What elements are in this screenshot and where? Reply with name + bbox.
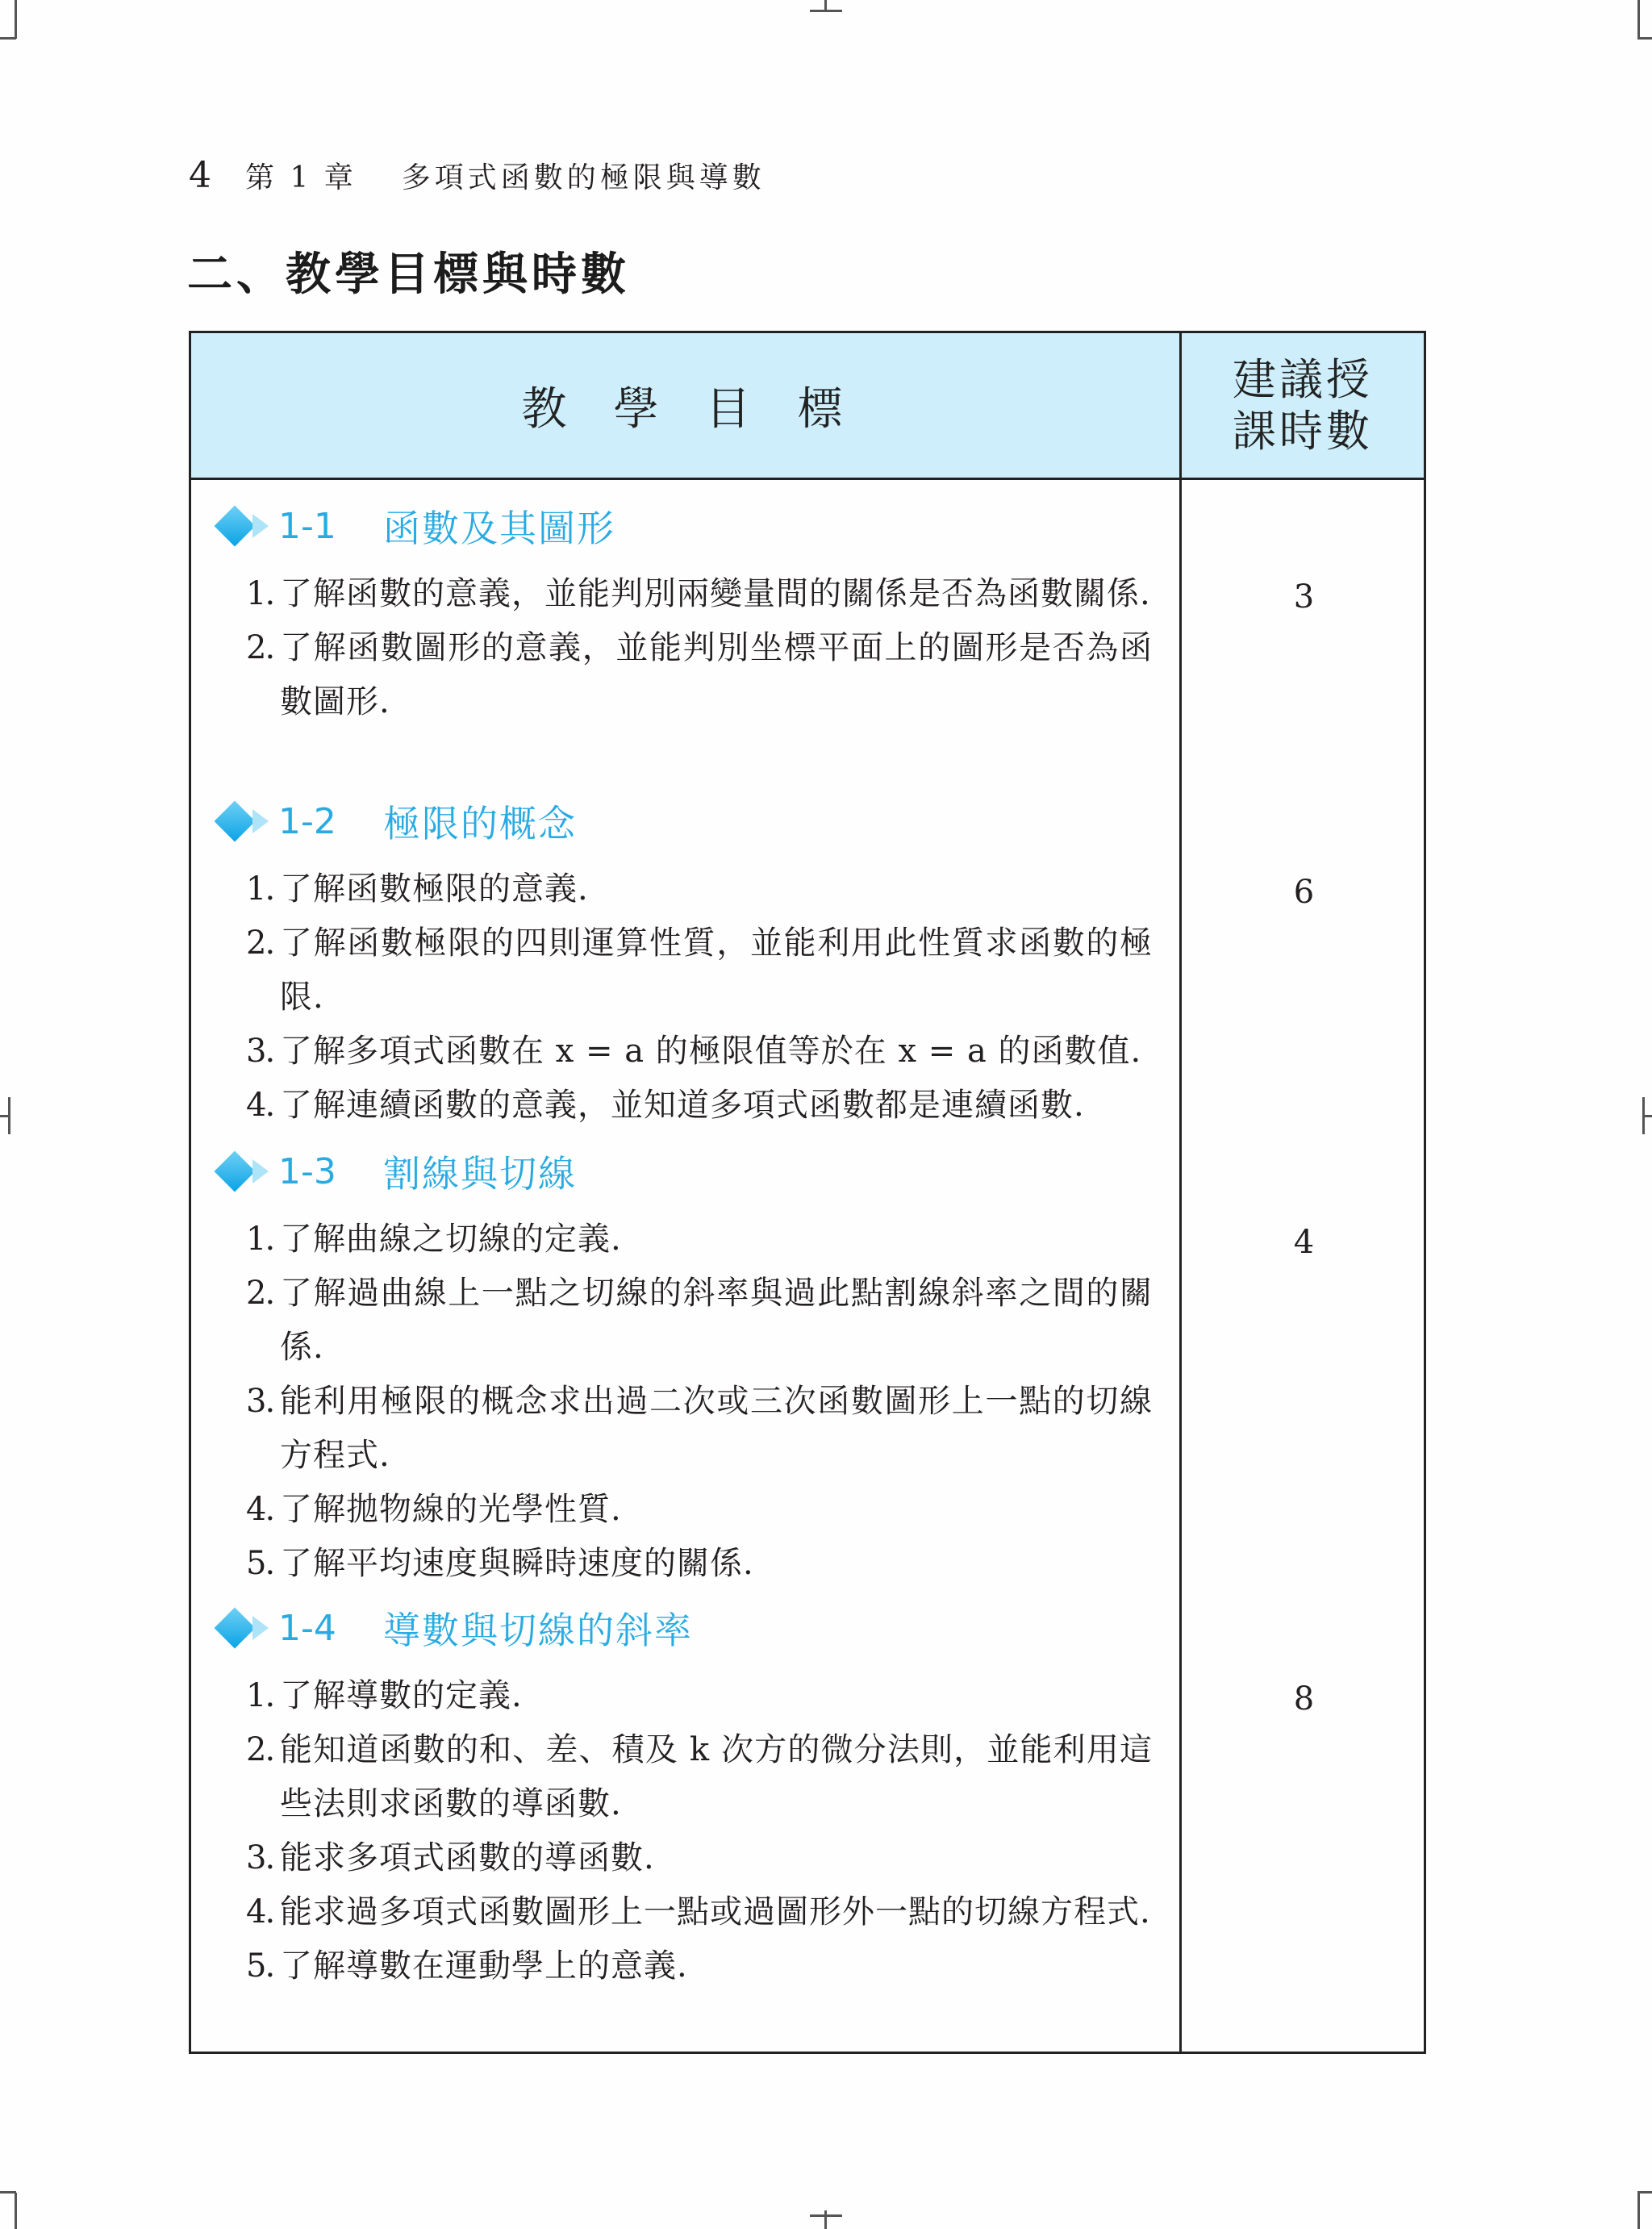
goal-list bbox=[246, 567, 1153, 729]
section-number: 1-3 bbox=[278, 1150, 336, 1192]
section-heading bbox=[209, 1145, 577, 1198]
goal-list bbox=[246, 862, 1153, 1133]
goal-item: 2. 了解過曲線上一點之切線的斜率與過此點割線斜率之間的關係. bbox=[246, 1275, 1153, 1366]
goal-item: 5. 了解導數在運動學上的意義. bbox=[246, 1947, 688, 1985]
section-number: 1-4 bbox=[278, 1607, 336, 1649]
hours-value: 3 bbox=[1293, 578, 1315, 616]
hours-value: 8 bbox=[1293, 1680, 1315, 1718]
table-header bbox=[191, 333, 1424, 480]
goal-list bbox=[246, 1213, 1153, 1591]
header-hours: 建議授 課時數 bbox=[1233, 353, 1373, 457]
goal-item: 2. 了解函數圖形的意義，並能判別坐標平面上的圖形是否為函數圖形. bbox=[246, 629, 1153, 720]
hours-value: 6 bbox=[1293, 874, 1315, 911]
section-name: 函數及其圖形 bbox=[383, 507, 615, 550]
crop-mark bbox=[824, 2210, 827, 2229]
chapter-title: 多項式函數的極限與導數 bbox=[401, 161, 766, 194]
crop-mark bbox=[15, 2193, 17, 2229]
crop-mark bbox=[810, 10, 842, 12]
section-name: 導數與切線的斜率 bbox=[383, 1609, 693, 1652]
section-name: 割線與切線 bbox=[383, 1152, 577, 1196]
diamond-bullet-icon bbox=[209, 1601, 273, 1655]
goal-item: 1. 了解函數的意義，並能判別兩變量間的關係是否為函數關係. bbox=[246, 575, 1151, 612]
section-heading bbox=[209, 795, 577, 848]
goal-item: 3. 能利用極限的概念求出過二次或三次函數圖形上一點的切線方程式. bbox=[246, 1383, 1153, 1474]
goal-item: 3. 能求多項式函數的導函數. bbox=[246, 1839, 655, 1876]
goal-item: 1. 了解函數極限的意義. bbox=[246, 870, 589, 908]
header-goals: 教學目標 bbox=[521, 382, 890, 436]
running-header bbox=[189, 155, 766, 203]
diamond-bullet-icon bbox=[209, 795, 273, 848]
section-heading bbox=[209, 499, 615, 553]
goal-item: 2. 能知道函數的和、差、積及 k 次方的微分法則，並能利用這些法則求函數的導函數. bbox=[246, 1731, 1153, 1822]
goals-table bbox=[189, 331, 1426, 2054]
goal-item: 4. 能求過多項式函數圖形上一點或過圖形外一點的切線方程式. bbox=[246, 1893, 1151, 1931]
diamond-bullet-icon bbox=[209, 1145, 273, 1198]
crop-mark bbox=[1637, 0, 1640, 39]
crop-mark bbox=[1642, 1115, 1652, 1117]
section-heading bbox=[209, 1601, 693, 1655]
crop-mark bbox=[1637, 2191, 1652, 2194]
diamond-bullet-icon bbox=[209, 499, 273, 553]
goal-item: 1. 了解導數的定義. bbox=[246, 1677, 523, 1714]
crop-mark bbox=[0, 37, 16, 40]
goal-item: 5. 了解平均速度與瞬時速度的關係. bbox=[246, 1545, 754, 1582]
goal-item: 2. 了解函數極限的四則運算性質，並能利用此性質求函數的極限. bbox=[246, 925, 1153, 1016]
goal-item: 3. 了解多項式函數在 x = a 的極限值等於在 x = a 的函數值. bbox=[246, 1033, 1142, 1070]
crop-mark bbox=[0, 1115, 10, 1117]
section-number: 1-2 bbox=[278, 800, 336, 842]
crop-mark bbox=[1637, 37, 1652, 40]
chapter-label: 第 1 章 bbox=[245, 161, 357, 194]
crop-mark bbox=[0, 2191, 16, 2194]
goal-item: 1. 了解曲線之切線的定義. bbox=[246, 1221, 622, 1258]
hours-value: 4 bbox=[1293, 1224, 1315, 1261]
section-number: 1-1 bbox=[278, 505, 336, 547]
crop-mark bbox=[1637, 2193, 1640, 2229]
goal-item: 4. 了解拋物線的光學性質. bbox=[246, 1491, 622, 1528]
goal-item: 4. 了解連續函數的意義，並知道多項式函數都是連續函數. bbox=[246, 1087, 1085, 1124]
section-name: 極限的概念 bbox=[383, 802, 577, 845]
section-title: 二、教學目標與時數 bbox=[187, 248, 630, 301]
goal-list bbox=[246, 1669, 1153, 1993]
crop-mark bbox=[15, 0, 17, 39]
crop-mark bbox=[810, 2214, 842, 2217]
page-number: 4 bbox=[189, 155, 211, 196]
